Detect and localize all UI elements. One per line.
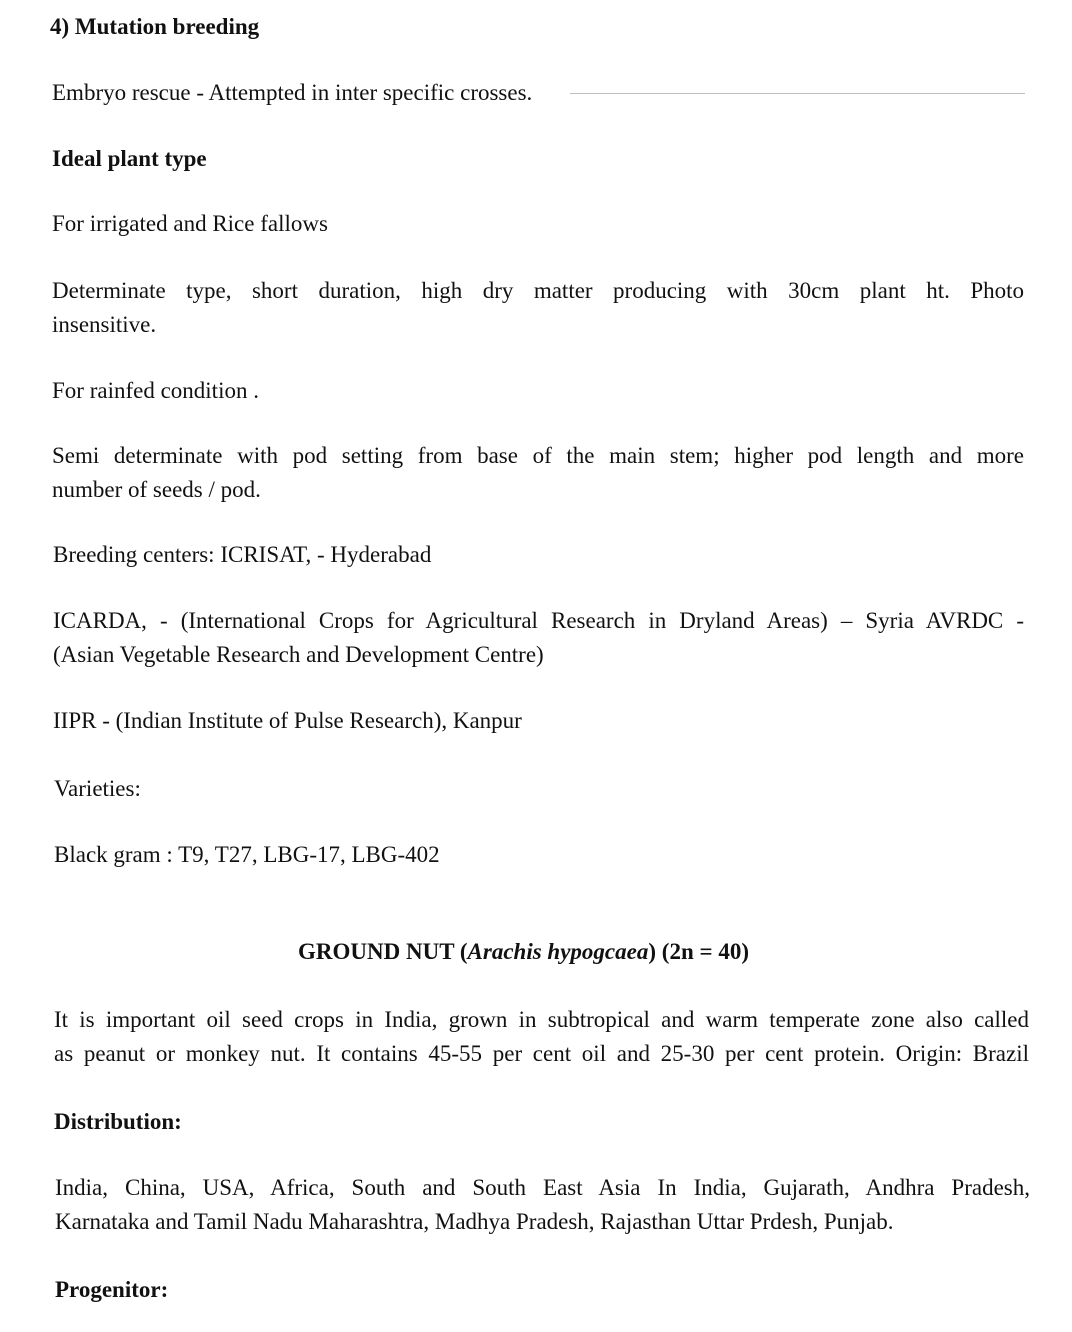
progenitor-heading: Progenitor: [55, 1277, 169, 1302]
paragraph-line: It is important oil seed crops in India, grown in subtropical and warm temperate zone also called [54, 1007, 1029, 1032]
embryo-rescue-text: Embryo rescue - Attempted in inter specific crosses. [52, 80, 533, 105]
crop-name: GROUND NUT [298, 939, 455, 964]
paragraph-line: Determinate type, short duration, high dry matter producing with 30cm plant ht. Photo [52, 278, 1024, 303]
breeding-centers-text: Breeding centers: ICRISAT, - Hyderabad [53, 542, 432, 567]
iipr-text: IIPR - (Indian Institute of Pulse Research), Kanpur [53, 708, 522, 733]
paragraph-line: ICARDA, - (International Crops for Agricultural Research in Dryland Areas) – Syria AVRDC - [53, 608, 1024, 633]
distribution-paragraph [55, 1171, 1030, 1239]
paragraph-line: Karnataka and Tamil Nadu Maharashtra, Madhya Pradesh, Rajasthan Uttar Prdesh, Punjab. [55, 1209, 894, 1234]
irrigated-paragraph [52, 274, 1024, 342]
paragraph-line: Semi determinate with pod setting from base of the main stem; higher pod length and more [52, 443, 1024, 468]
irrigated-heading: For irrigated and Rice fallows [52, 211, 328, 236]
varieties-label: Varieties: [54, 776, 141, 801]
distribution-heading: Distribution: [54, 1109, 182, 1134]
groundnut-heading [298, 935, 749, 968]
chromosome-number: (2n = 40) [656, 939, 749, 964]
paragraph-line: India, China, USA, Africa, South and South East Asia In India, Gujarath, Andhra Pradesh, [55, 1175, 1030, 1200]
paragraph-line: insensitive. [52, 312, 157, 337]
scientific-name: Arachis hypogcaea [467, 939, 649, 964]
paren-open: ( [454, 939, 468, 964]
groundnut-paragraph [54, 1003, 1029, 1071]
paragraph-line: number of seeds / pod. [52, 477, 261, 502]
section-heading-mutation-breeding: 4) Mutation breeding [50, 14, 260, 39]
paren-close: ) [648, 939, 657, 964]
paragraph-line: as peanut or monkey nut. It contains 45-55 per cent oil and 25-30 per cent protein. Origin: Brazil [54, 1041, 1029, 1066]
paragraph-line: (Asian Vegetable Research and Development Centre) [53, 642, 544, 667]
icarda-paragraph [53, 604, 1024, 672]
black-gram-varieties: Black gram : T9, T27, LBG-17, LBG-402 [54, 842, 440, 867]
ideal-plant-type-heading: Ideal plant type [52, 146, 207, 171]
rainfed-paragraph [52, 439, 1024, 507]
horizontal-rule [570, 93, 1025, 94]
rainfed-heading: For rainfed condition . [52, 378, 259, 403]
